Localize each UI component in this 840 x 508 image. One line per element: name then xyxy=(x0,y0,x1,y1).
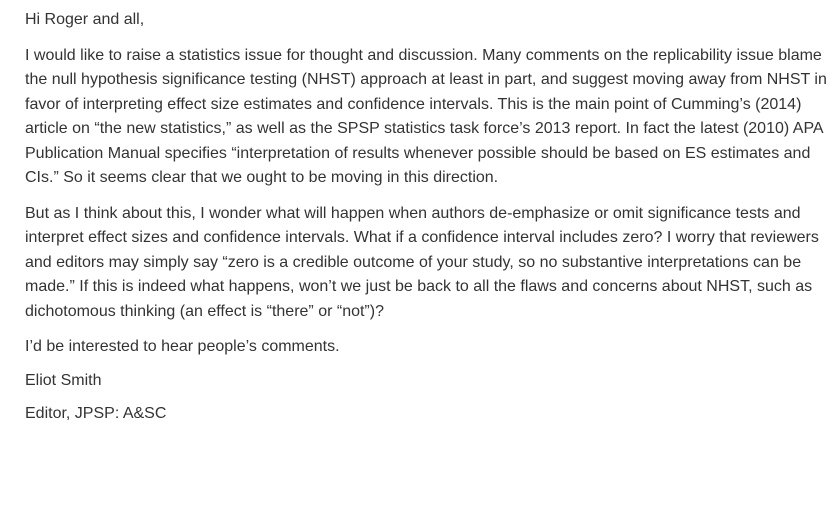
signature-name: Eliot Smith xyxy=(25,371,102,389)
email-paragraph-1: I would like to raise a statistics issue for thought and discussion. Many comments on the replicability issue blame the null hypothesis significance testing (NHST) approach at least in part, and suggest moving away from NHST in favor of interpreting effect size estimates and confidence intervals. This is the main point of Cumming’s (2014) article on “the new statistics,” as well as the SPSP statistics task force’s 2013 report. In fact the latest (2010) APA Publication Manual specifies “interpretation of results whenever possible should be based on ES estimates and CIs.” So it seems clear that we ought to be moving in this direction. xyxy=(25,46,827,186)
email-greeting: Hi Roger and all, xyxy=(25,11,145,28)
email-closing-line: I’d be interested to hear people’s comments. xyxy=(25,338,340,355)
signature-title: Editor, JPSP: A&SC xyxy=(25,405,167,422)
email-paragraph-2: But as I think about this, I wonder what will happen when authors de-emphasize or omit significance tests and interpret effect sizes and confidence intervals. What if a confidence interval includes zero? I worry that reviewers and editors may simply say “zero is a credible outcome of your study, so no substantive interpretations can be made.” If this is indeed what happens, won’t we just be back to all the flaws and concerns about NHST, such as dichotomous thinking (an effect is “there” or “not”)? xyxy=(25,204,819,320)
